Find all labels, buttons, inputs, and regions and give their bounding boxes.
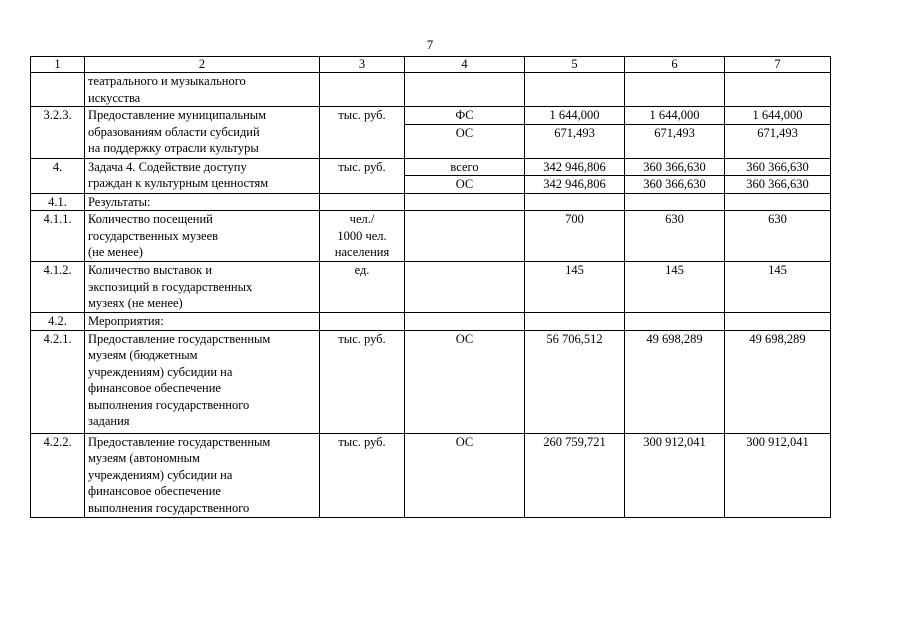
row-unit: тыс. руб. — [320, 330, 405, 433]
value-col7 — [725, 73, 831, 107]
row-name: Количество выставок и экспозиций в государственных музеях (не менее) — [85, 262, 320, 313]
row-number: 4.2.1. — [31, 330, 85, 433]
row-unit: тыс. руб. — [320, 433, 405, 517]
row-name: Мероприятия: — [85, 313, 320, 331]
column-header: 3 — [320, 57, 405, 73]
funding-source — [405, 313, 525, 331]
value-col7 — [725, 313, 831, 331]
row-name: Предоставление государственным музеям (бюджетным учреждениям) субсидии на финансовое обеспечение выполнения государственного задания — [85, 330, 320, 433]
value-col5: 56 706,512 — [525, 330, 625, 433]
row-name: Задача 4. Содействие доступу граждан к культурным ценностям — [85, 158, 320, 193]
value-col7 — [725, 193, 831, 211]
value-col5: 1 644,000 — [525, 107, 625, 125]
value-col6: 360 366,630 — [625, 158, 725, 176]
value-col5: 342 946,806 — [525, 176, 625, 194]
column-header: 5 — [525, 57, 625, 73]
row-number: 4.1. — [31, 193, 85, 211]
row-name: Предоставление муниципальным образованиям области субсидий на поддержку отрасли культуры — [85, 107, 320, 159]
budget-table — [30, 56, 831, 518]
page-number: 7 — [426, 37, 434, 52]
row-unit: тыс. руб. — [320, 107, 405, 159]
funding-source: ОС — [405, 433, 525, 517]
row-number: 4.1.2. — [31, 262, 85, 313]
value-col5: 342 946,806 — [525, 158, 625, 176]
value-col6: 145 — [625, 262, 725, 313]
value-col6 — [625, 73, 725, 107]
value-col5 — [525, 193, 625, 211]
table-row — [31, 433, 831, 517]
funding-source — [405, 262, 525, 313]
value-col6: 1 644,000 — [625, 107, 725, 125]
table-row — [31, 158, 831, 176]
value-col5 — [525, 313, 625, 331]
value-col5: 145 — [525, 262, 625, 313]
value-col5: 260 759,721 — [525, 433, 625, 517]
row-number: 4.1.1. — [31, 211, 85, 262]
table-row — [31, 313, 831, 331]
column-header: 4 — [405, 57, 525, 73]
value-col6 — [625, 193, 725, 211]
funding-source: всего — [405, 158, 525, 176]
value-col5: 700 — [525, 211, 625, 262]
value-col6 — [625, 313, 725, 331]
table-row — [31, 211, 831, 262]
column-header-row — [31, 57, 831, 73]
column-header: 7 — [725, 57, 831, 73]
table-row — [31, 107, 831, 125]
value-col7: 360 366,630 — [725, 158, 831, 176]
row-name: Количество посещений государственных музеев (не менее) — [85, 211, 320, 262]
table-row — [31, 73, 831, 107]
value-col7: 671,493 — [725, 124, 831, 158]
funding-source: ОС — [405, 124, 525, 158]
column-header: 6 — [625, 57, 725, 73]
value-col6: 671,493 — [625, 124, 725, 158]
row-number: 4. — [31, 158, 85, 193]
funding-source — [405, 73, 525, 107]
value-col7: 630 — [725, 211, 831, 262]
value-col5: 671,493 — [525, 124, 625, 158]
row-name: театрального и музыкального искусства — [85, 73, 320, 107]
value-col5 — [525, 73, 625, 107]
funding-source — [405, 193, 525, 211]
row-number: 3.2.3. — [31, 107, 85, 159]
value-col7: 360 366,630 — [725, 176, 831, 194]
funding-source — [405, 211, 525, 262]
value-col7: 1 644,000 — [725, 107, 831, 125]
row-number — [31, 73, 85, 107]
funding-source: ОС — [405, 330, 525, 433]
funding-source: ФС — [405, 107, 525, 125]
column-header: 2 — [85, 57, 320, 73]
row-unit: тыс. руб. — [320, 158, 405, 193]
row-unit — [320, 193, 405, 211]
row-name: Предоставление государственным музеям (автономным учреждениям) субсидии на финансовое обеспечение выполнения государственного — [85, 433, 320, 517]
table-row — [31, 330, 831, 433]
value-col6: 630 — [625, 211, 725, 262]
value-col6: 300 912,041 — [625, 433, 725, 517]
column-header: 1 — [31, 57, 85, 73]
row-unit: ед. — [320, 262, 405, 313]
row-number: 4.2. — [31, 313, 85, 331]
value-col7: 300 912,041 — [725, 433, 831, 517]
row-unit — [320, 73, 405, 107]
value-col6: 49 698,289 — [625, 330, 725, 433]
funding-source: ОС — [405, 176, 525, 194]
row-name: Результаты: — [85, 193, 320, 211]
row-unit: чел./ 1000 чел. населения — [320, 211, 405, 262]
table-row — [31, 193, 831, 211]
row-number: 4.2.2. — [31, 433, 85, 517]
value-col7: 49 698,289 — [725, 330, 831, 433]
value-col6: 360 366,630 — [625, 176, 725, 194]
table-row — [31, 262, 831, 313]
row-unit — [320, 313, 405, 331]
value-col7: 145 — [725, 262, 831, 313]
